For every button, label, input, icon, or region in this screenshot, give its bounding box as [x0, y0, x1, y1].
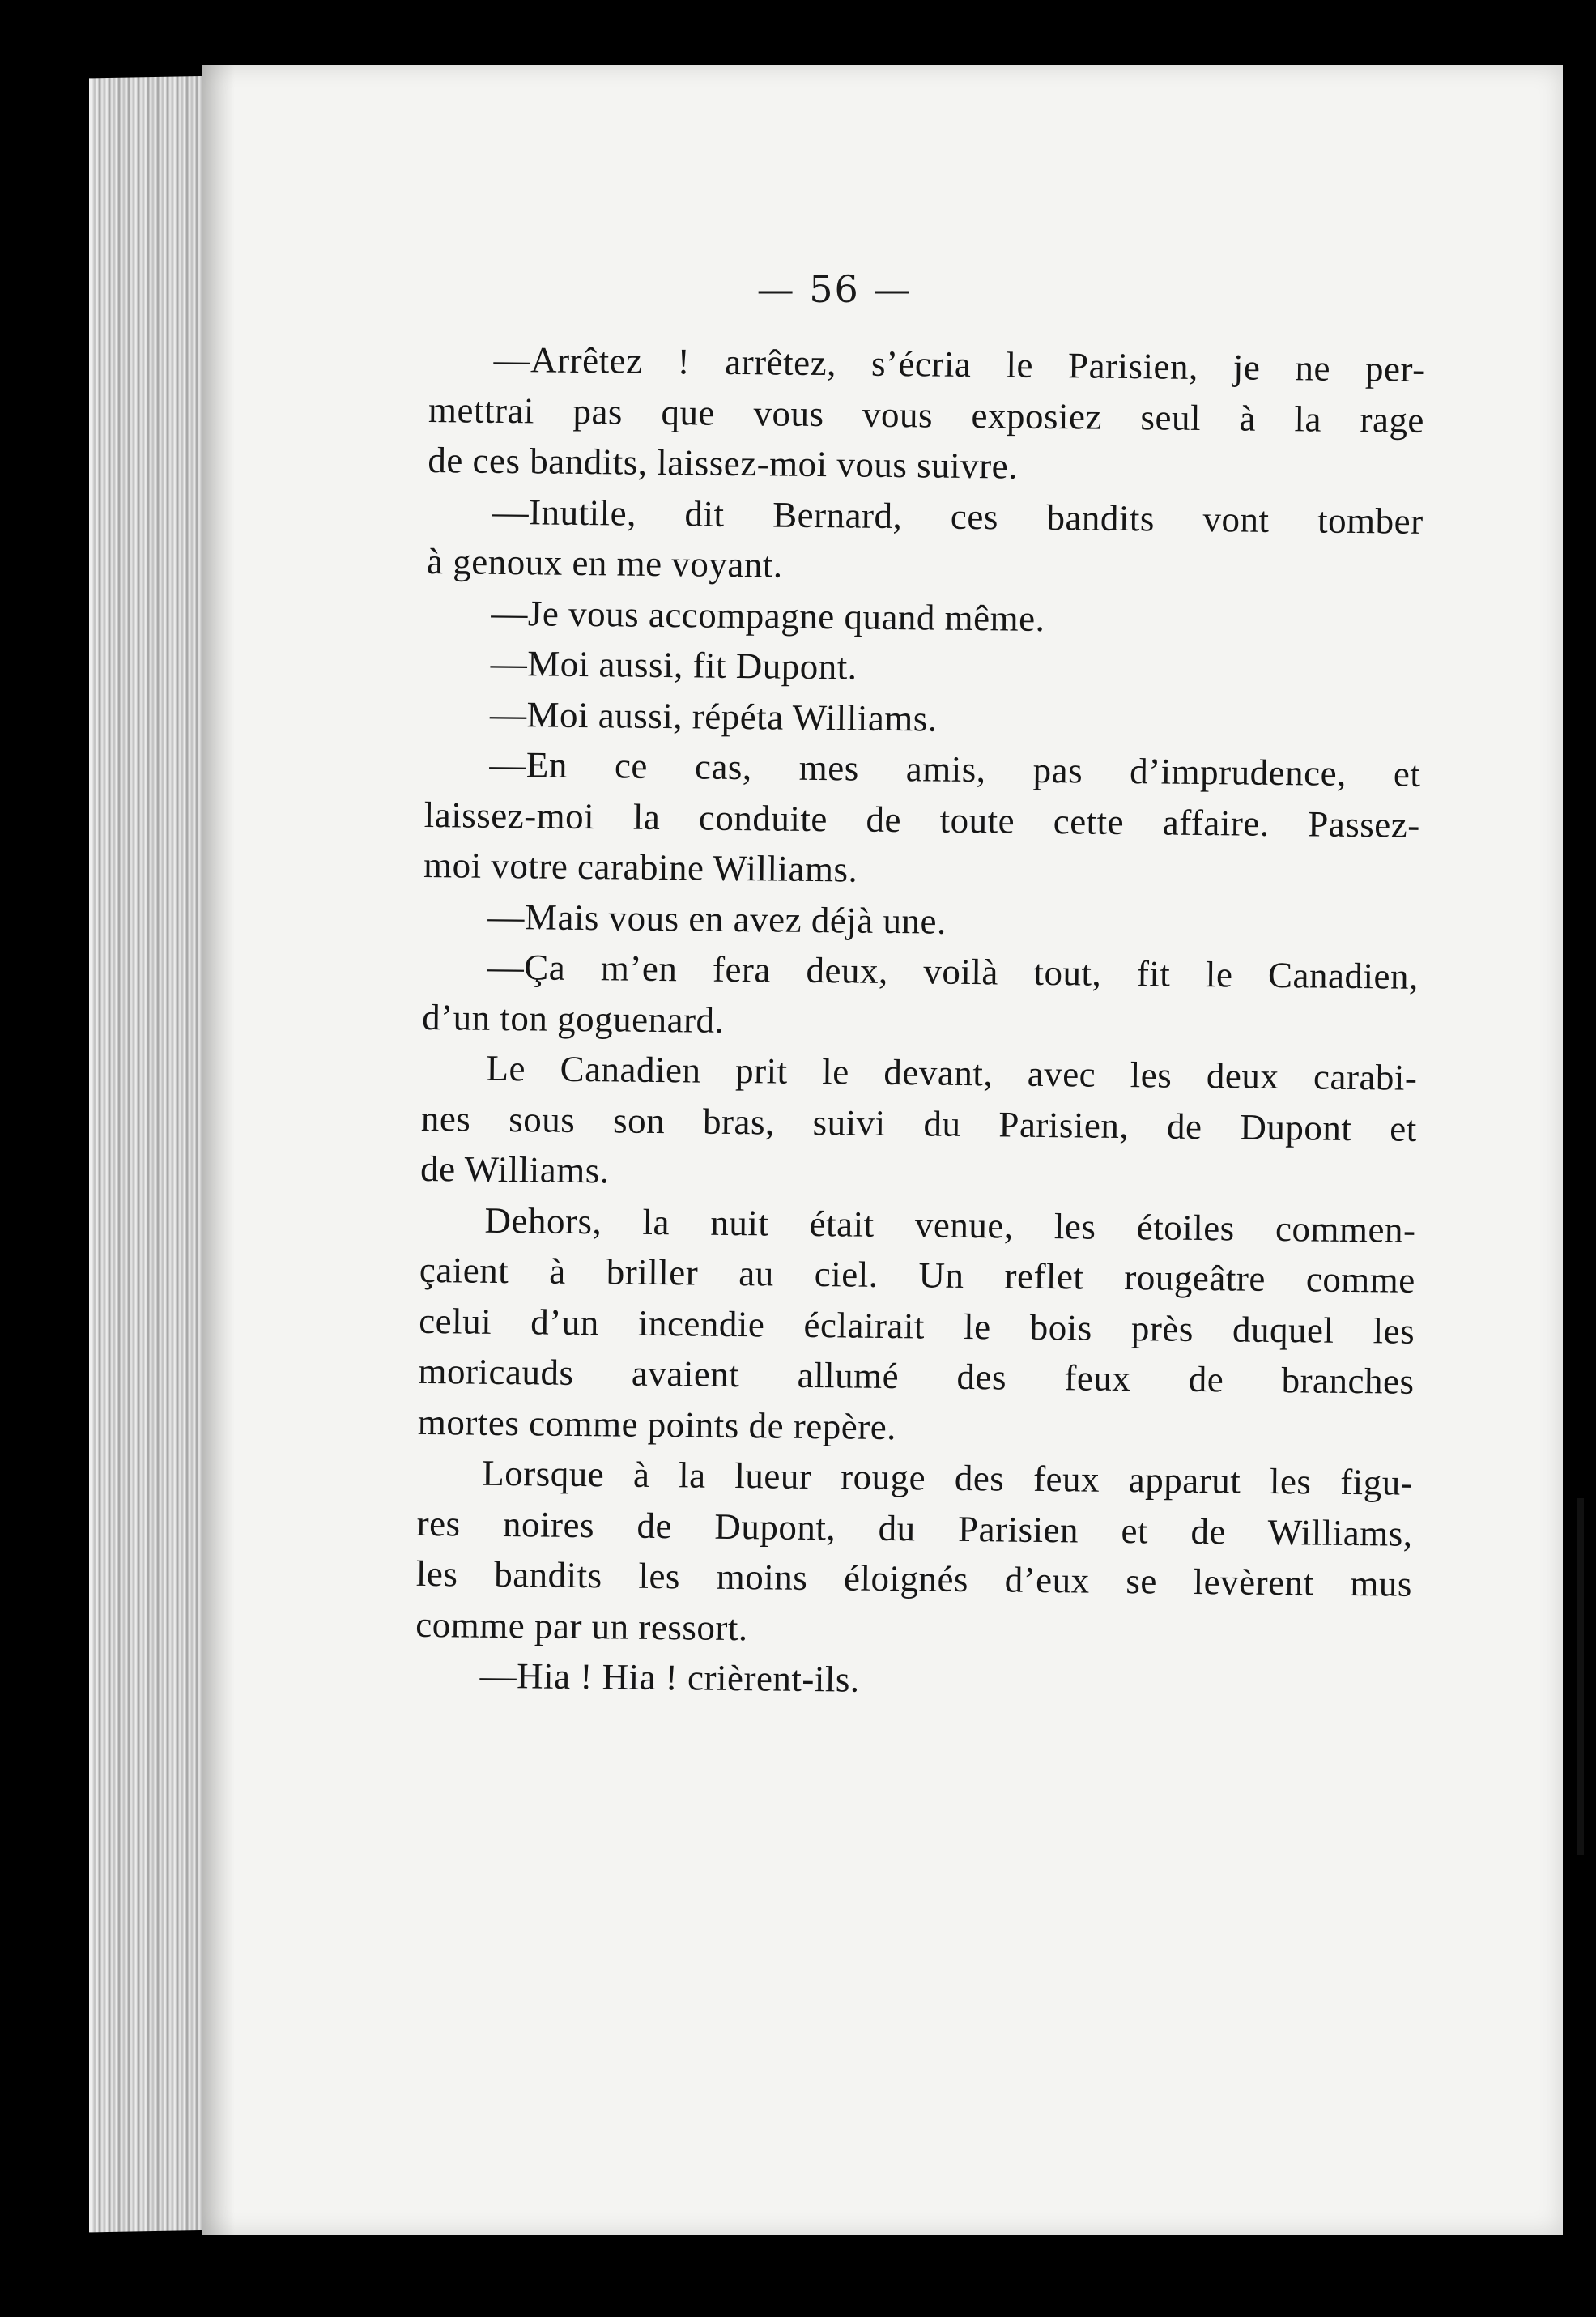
- text-line: nes sous son bras, suivi du Parisien, de Dupont et: [420, 1097, 1418, 1149]
- text-line: de ces bandits, laissez-moi vous suivre.: [428, 439, 1019, 487]
- text-line: —Moi aussi, fit Dupont.: [490, 642, 858, 688]
- text-line: à genoux en me voyant.: [426, 540, 783, 586]
- text-line: celui d’un incendie éclairait le bois près duquel les: [418, 1300, 1415, 1352]
- text-line: —Inutile, dit Bernard, ces bandits vont tomber: [492, 491, 1424, 542]
- text-line: de Williams.: [419, 1148, 610, 1191]
- text-line: —Je vous accompagne quand même.: [491, 592, 1045, 639]
- text-line: Le Canadien prit le devant, avec les deux carabi-: [486, 1047, 1418, 1098]
- page-gutter-shadow: [202, 65, 235, 2235]
- text-line: —Hia ! Hia ! crièrent-ils.: [479, 1655, 860, 1700]
- page-text: [415, 334, 1425, 1710]
- text-line: Lorsque à la lueur rouge des feux apparut les figu-: [482, 1452, 1414, 1503]
- text-line: Dehors, la nuit était venue, les étoiles commen-: [484, 1199, 1416, 1250]
- text-line: mettrai pas que vous vous exposiez seul à la rage: [428, 389, 1425, 441]
- text-line: —Arrêtez ! arrêtez, s’écria le Parisien, je ne per-: [493, 339, 1425, 390]
- text-line: comme par un ressort.: [415, 1604, 748, 1648]
- text-line: mortes comme points de repère.: [417, 1401, 897, 1447]
- text-line: laissez-moi la conduite de toute cette affaire. Passez-: [423, 794, 1420, 845]
- page-number: — 56 —: [756, 267, 913, 311]
- text-line: moi votre carabine Williams.: [423, 844, 858, 890]
- text-line: res noires de Dupont, du Parisien et de Williams,: [416, 1502, 1413, 1554]
- text-line: —Ça m’en fera deux, voilà tout, fit le Canadien,: [487, 946, 1419, 997]
- text-line: çaient à briller au ciel. Un reflet rougeâtre comme: [419, 1249, 1416, 1301]
- text-line: —Mais vous en avez déjà une.: [487, 896, 947, 942]
- text-line: les bandits les moins éloignés d’eux se levèrent mus: [415, 1552, 1413, 1604]
- text-line: —En ce cas, mes amis, pas d’imprudence, et: [489, 743, 1421, 794]
- text-line: —Moi aussi, répéta Williams.: [489, 693, 938, 739]
- scan-edge-mark: [1577, 1498, 1584, 1855]
- text-line: d’un ton goguenard.: [421, 996, 725, 1041]
- text-line: moricauds avaient allumé des feux de branches: [418, 1350, 1415, 1402]
